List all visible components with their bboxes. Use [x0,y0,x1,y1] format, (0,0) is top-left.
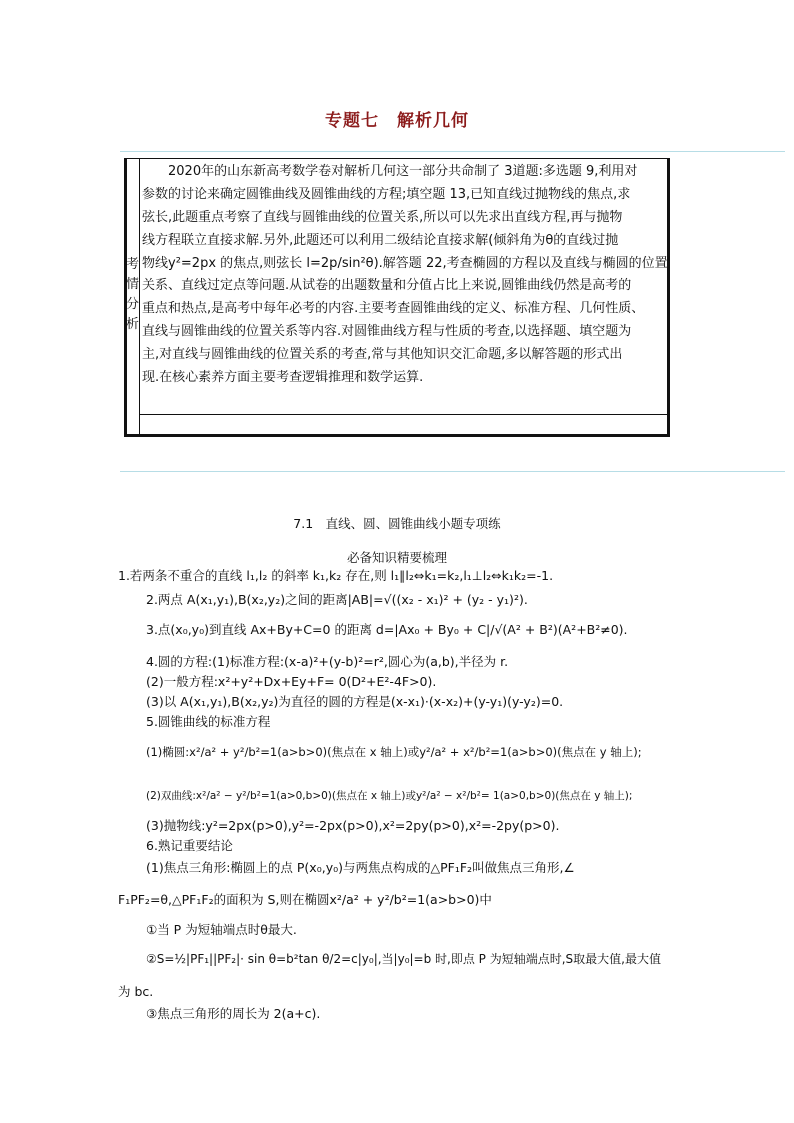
analysis-side-label [126,255,138,335]
knowledge-item: 4.圆的方程:(1)标准方程:(x-a)²+(y-b)²=r²,圆心为(a,b),半径为 r. [146,654,509,669]
knowledge-item: 2.两点 A(x₁,y₁),B(x₂,y₂)之间的距离|AB|=√((x₂ - x₁)² + (y₂ - y₁)²). [146,592,528,607]
analysis-line: 关系、直线过定点等问题.从试卷的出题数量和分值占比上来说,圆锥曲线仍然是高考的 [142,278,632,294]
knowledge-item: 1.若两条不重合的直线 l₁,l₂ 的斜率 k₁,k₂ 存在,则 l₁∥l₂⇔k₁=k₂,l₁⊥l₂⇔k₁k₂=-1. [118,568,554,583]
side-label-char: 情 [126,277,140,292]
analysis-line: 物线y²=2px 的焦点,则弦长 l=2p/sin²θ).解答题 22,考查椭圆的方程以及直线与椭圆的位置 [142,255,668,271]
analysis-line: 2020年的山东新高考数学卷对解析几何这一部分共命制了 3道题:多选题 9,利用对 [142,164,638,179]
knowledge-item: F₁PF₂=θ,△PF₁F₂的面积为 S,则在椭圆x²/a² + y²/b²=1(a>b>0)中 [118,892,492,907]
side-label-char: 分 [126,297,140,312]
analysis-line: 直线与圆锥曲线的位置关系等内容.对圆锥曲线方程与性质的考查,以选择题、填空题为 [142,324,632,340]
knowledge-item: (1)焦点三角形:椭圆上的点 P(x₀,y₀)与两焦点构成的△PF₁F₂叫做焦点三角形,∠ [146,860,575,875]
section-subtitle: 必备知识精要梳理 [346,550,447,565]
middle-divider [120,471,785,472]
knowledge-item: 为 bc. [118,984,154,999]
knowledge-item: (1)椭圆:x²/a² + y²/b²=1(a>b>0)(焦点在 x 轴上)或y²/a² + x²/b²=1(a>b>0)(焦点在 y 轴上); [146,745,642,759]
page-title: 专题七 解析几何 [325,111,469,131]
top-divider [120,151,785,152]
knowledge-item: (3)抛物线:y²=2px(p>0),y²=-2px(p>0),x²=2py(p>0),x²=-2py(p>0). [146,818,560,833]
section-title: 7.1 直线、圆、圆锥曲线小题专项练 [293,516,501,531]
analysis-line: 现.在核心素养方面主要考查逻辑推理和数学运算. [142,370,424,386]
analysis-line: 弦长,此题重点考察了直线与圆锥曲线的位置关系,所以可以先求出直线方程,再与抛物 [142,209,623,225]
knowledge-item: (2)一般方程:x²+y²+Dx+Ey+F= 0(D²+E²-4F>0). [146,674,437,689]
side-label-char: 考 [126,257,140,272]
analysis-line: 主,对直线与圆锥曲线的位置关系的考查,常与其他知识交汇命题,多以解答题的形式出 [142,347,623,363]
knowledge-item: 5.圆锥曲线的标准方程 [146,714,271,729]
knowledge-item: ③焦点三角形的周长为 2(a+c). [146,1006,321,1021]
side-label-char: 析 [126,317,140,332]
analysis-text [142,161,668,390]
analysis-line: 线方程联立直接求解.另外,此题还可以利用二级结论直接求解(倾斜角为θ的直线过抛 [142,232,619,248]
knowledge-item: ①当 P 为短轴端点时θ最大. [146,922,297,937]
analysis-box-divider [139,158,140,437]
analysis-line: 重点和热点,是高考中每年必考的内容.主要考查圆锥曲线的定义、标准方程、几何性质、 [142,301,645,317]
knowledge-item: (2)双曲线:x²/a² − y²/b²=1(a>0,b>0)(焦点在 x 轴上)或y²/a² − x²/b²= 1(a>0,b>0)(焦点在 y 轴上); [146,790,633,802]
analysis-box-bottom-line [139,414,667,415]
knowledge-item: 3.点(x₀,y₀)到直线 Ax+By+C=0 的距离 d=|Ax₀ + By₀ + C|/√(A² + B²)(A²+B²≠0). [146,622,628,637]
analysis-line: 参数的讨论来确定圆锥曲线及圆锥曲线的方程;填空题 13,已知直线过抛物线的焦点,求 [142,186,631,202]
knowledge-item: 6.熟记重要结论 [146,838,233,853]
knowledge-item: ②S=½|PF₁||PF₂|· sin θ=b²tan θ/2=c|y₀|,当|y₀|=b 时,即点 P 为短轴端点时,S取最大值,最大值 [146,952,661,966]
knowledge-item: (3)以 A(x₁,y₁),B(x₂,y₂)为直径的圆的方程是(x-x₁)·(x-x₂)+(y-y₁)(y-y₂)=0. [146,694,564,709]
